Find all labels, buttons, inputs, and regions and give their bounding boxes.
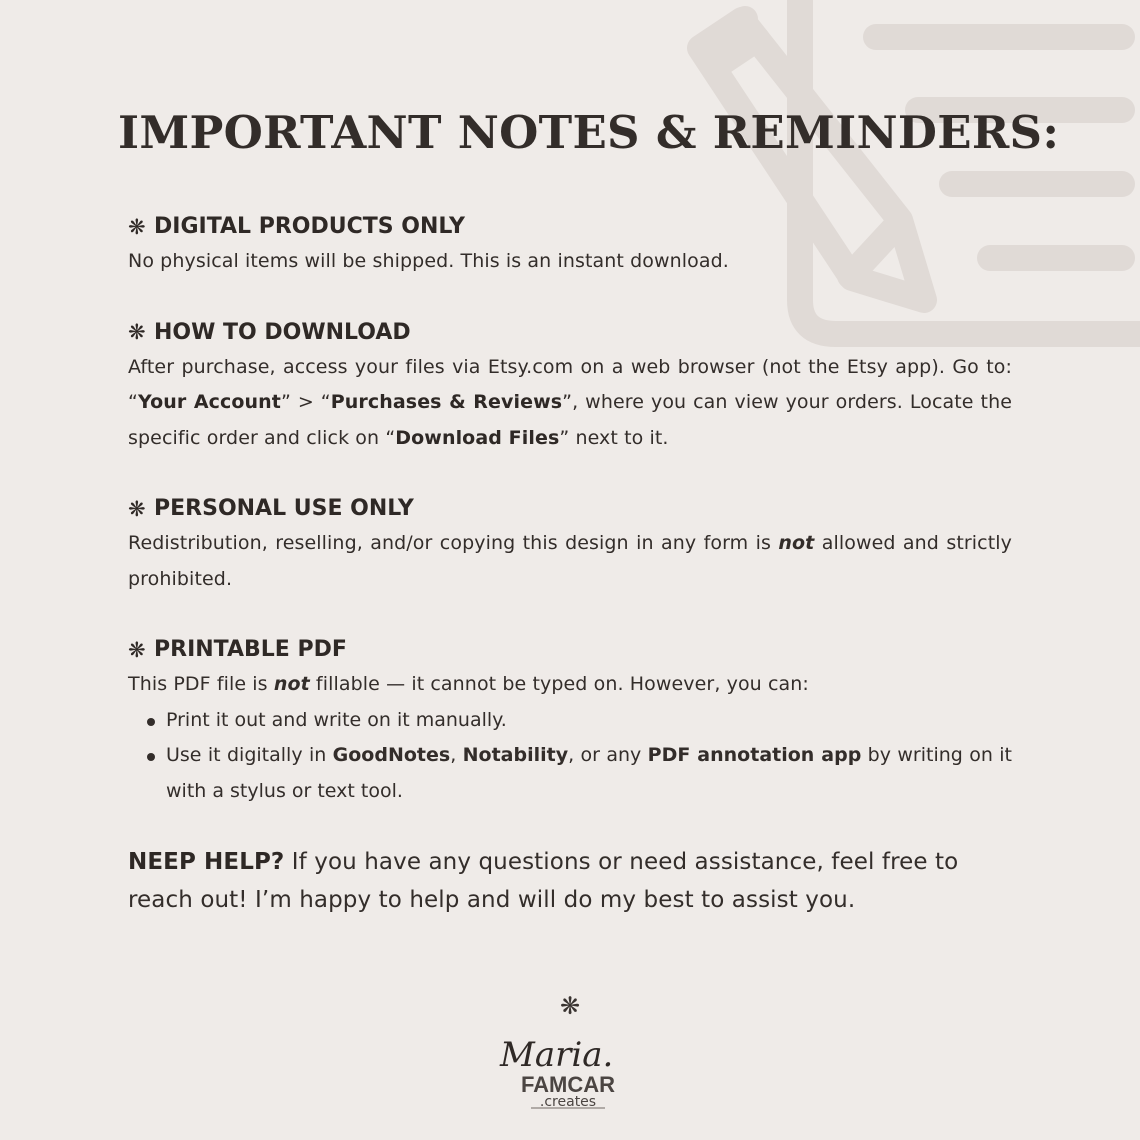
body-text: Redistribution, reselling, and/or copying this design in any form is — [128, 532, 779, 554]
your-account-label: Your Account — [137, 391, 281, 413]
list-item-text: , — [450, 744, 463, 766]
asterisk-icon: ❋ — [128, 637, 146, 662]
section-heading — [128, 633, 1012, 667]
asterisk-icon: ❋ — [128, 214, 146, 239]
pdf-annotation-app-label: PDF annotation app — [647, 744, 862, 766]
asterisk-icon: ❋ — [128, 320, 146, 344]
section-heading — [128, 316, 1012, 350]
asterisk-icon: ❋ — [128, 496, 146, 521]
body-text: No physical items will be shipped. This is an instant download. — [128, 250, 729, 272]
section-personal-use — [128, 492, 1012, 597]
emphasis-not: not — [778, 532, 815, 554]
help-heading: NEEP HELP? — [128, 849, 285, 875]
list-item-text: by writing on it with a stylus or text tool. — [166, 744, 1012, 802]
section-heading — [128, 492, 1012, 526]
maria-famcar-logo — [498, 1030, 638, 1112]
section-heading-label: DIGITAL PRODUCTS ONLY — [154, 214, 465, 239]
body-text: allowed and strictly prohibited. — [128, 532, 1012, 590]
section-body — [128, 526, 1012, 597]
body-text: ”, where you can view your orders. Locate the specific order and click on “ — [128, 391, 1012, 449]
help-text: If you have any questions or need assistance, feel free to reach out! I’m happy to help and will do my best to assist you. — [128, 849, 959, 913]
section-printable-pdf — [128, 633, 1012, 809]
list-item — [128, 703, 1012, 739]
section-heading-label: PERSONAL USE ONLY — [154, 496, 414, 521]
list-item-text: Print it out and write on it manually. — [166, 708, 507, 731]
purchases-reviews-label: Purchases & Reviews — [330, 391, 563, 413]
notability-label: Notability — [462, 744, 569, 766]
section-digital-products — [128, 210, 1012, 280]
emphasis-not: not — [273, 673, 310, 695]
section-heading-label: HOW TO DOWNLOAD — [154, 319, 411, 345]
goodnotes-label: GoodNotes — [332, 744, 451, 766]
body-text: ” next to it. — [559, 426, 669, 449]
usage-list — [128, 703, 1012, 810]
section-body — [128, 667, 1012, 703]
download-files-label: Download Files — [395, 426, 560, 449]
section-heading — [128, 210, 1012, 244]
body-text: This PDF file is — [128, 673, 274, 695]
list-item-text: , or any — [568, 744, 648, 766]
signature-text: Maria. — [500, 1035, 614, 1075]
body-text: ” > “ — [280, 391, 331, 413]
page-title: IMPORTANT NOTES & REMINDERS: — [118, 106, 1060, 159]
body-text: fillable — it cannot be typed on. However, you can: — [309, 673, 809, 695]
help-message — [128, 843, 1012, 919]
list-item-text: Use it digitally in — [166, 744, 333, 766]
section-body — [128, 350, 1012, 457]
list-item — [128, 738, 1012, 809]
brand-suffix: .creates — [539, 1094, 597, 1110]
section-body — [128, 244, 1012, 280]
footer-asterisk-icon: ❋ — [559, 992, 581, 1020]
section-how-to-download — [128, 316, 1012, 457]
notes-content — [128, 210, 1012, 919]
section-heading-label: PRINTABLE PDF — [154, 637, 347, 662]
brand-name: FAMCAR — [520, 1072, 616, 1097]
body-text: After purchase, access your files via Etsy.com on a web browser (not the Etsy app). Go to: “ — [128, 355, 1012, 413]
